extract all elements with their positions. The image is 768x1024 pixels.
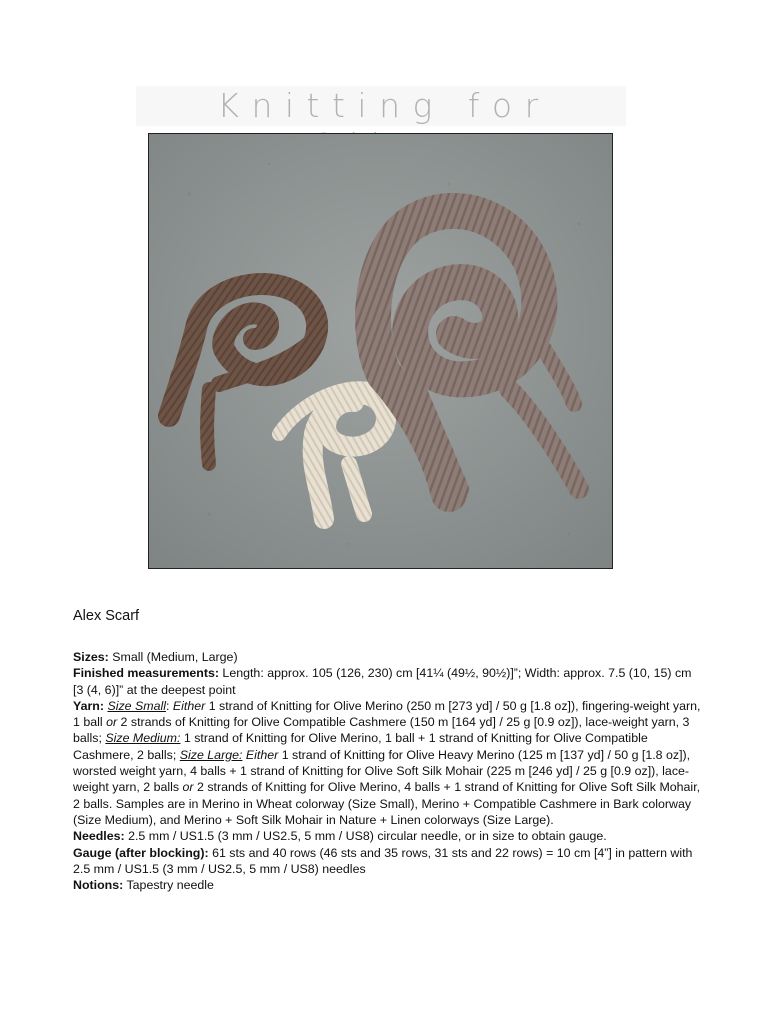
sizes-line bbox=[73, 649, 703, 665]
scarves-illustration bbox=[149, 134, 612, 568]
pattern-details bbox=[73, 608, 703, 893]
yarn-text-4: 1 strand of Knitting for Olive Heavy Merino (125 m [137 yd] / 50 g [1.8 oz]), worsted weight yarn, 4 balls + 1 strand of Knitting for Olive Soft Silk Mohair (225 m [246 yd] / 25 g [0.9 oz]), lace-weight yarn, 2 balls bbox=[73, 747, 691, 795]
yarn-text-5: 2 strands of Knitting for Olive Merino, 4 balls + 1 strand of Knitting for Olive Soft Silk Mohair, 2 balls. Samples are in Merino in Wheat colorway (Size Small), Merino + Compatible Cashmere in Bark colorway (Size Medium), and Merino + Soft Silk Mohair in Nature + Linen colorways (Size Large). bbox=[73, 780, 701, 827]
yarn-line bbox=[73, 698, 703, 828]
notions-line bbox=[73, 877, 703, 893]
gauge-label: Gauge (after blocking): bbox=[73, 845, 209, 860]
needles-label: Needles: bbox=[73, 829, 125, 844]
or-2: or bbox=[182, 780, 194, 795]
notions-label: Notions: bbox=[73, 878, 124, 893]
sizes-value: Small (Medium, Large) bbox=[108, 650, 238, 664]
gauge-line bbox=[73, 845, 703, 878]
size-medium-label: Size Medium: bbox=[105, 731, 181, 746]
brand-logo bbox=[136, 86, 626, 126]
or-1: or bbox=[106, 715, 118, 730]
needles-line bbox=[73, 828, 703, 844]
yarn-text-1: 1 strand of Knitting for Olive Merino (250 m [273 yd] / 50 g [1.8 oz]), fingering-weight yarn, 1 ball bbox=[73, 698, 701, 730]
finished-measurements-label: Finished measurements: bbox=[73, 666, 219, 681]
notions-value: Tapestry needle bbox=[123, 878, 214, 893]
scarves-photo bbox=[148, 133, 613, 569]
finished-measurements-value: Length: approx. 105 (126, 230) cm [41¼ (49½, 90½)]”; Width: approx. 7.5 (10, 15) cm [3 (4, 6)]” at the deepest point bbox=[73, 666, 692, 697]
needles-value: 2.5 mm / US1.5 (3 mm / US2.5, 5 mm / US8) circular needle, or in size to obtain gauge. bbox=[124, 829, 607, 844]
yarn-text-2: 2 strands of Knitting for Olive Compatible Cashmere (150 m [164 yd] / 25 g [0.9 oz]), lace-weight yarn, 3 balls; bbox=[73, 715, 690, 746]
gauge-value: 61 sts and 40 rows (46 sts and 35 rows, 31 sts and 22 rows) = 10 cm [4”] in pattern with 2.5 mm / US1.5 (3 mm / US2.5, 5 mm / US8) needles bbox=[73, 845, 693, 876]
yarn-text-3: 1 strand of Knitting for Olive Merino, 1 ball + 1 strand of Knitting for Olive Compatible Cashmere, 2 balls; bbox=[73, 731, 648, 762]
either-2: Either bbox=[245, 747, 279, 762]
pattern-title: Alex Scarf bbox=[73, 608, 140, 624]
either-1: Either bbox=[172, 698, 206, 713]
size-small-label: Size Small bbox=[107, 698, 166, 713]
brand-logo-text: Knitting for bbox=[217, 86, 551, 125]
finished-measurements-line bbox=[73, 665, 703, 698]
size-large-label: Size Large: bbox=[179, 747, 243, 762]
sizes-label: Sizes: bbox=[73, 650, 109, 664]
yarn-label: Yarn: bbox=[73, 698, 104, 713]
yarn-colon: : bbox=[165, 698, 173, 713]
